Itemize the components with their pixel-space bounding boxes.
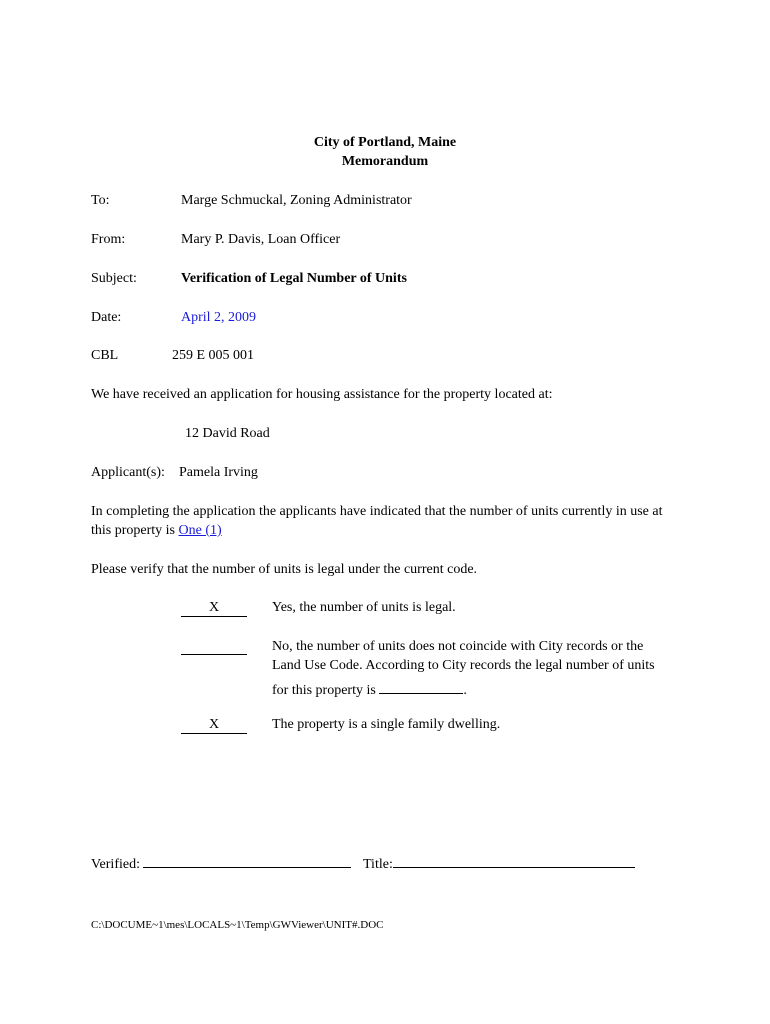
title-label: Title: [363, 857, 393, 872]
date-value: April 2, 2009 [181, 310, 257, 325]
verify-request: Please verify that the number of units is legal under the current code. [91, 562, 478, 577]
subject-value: Verification of Legal Number of Units [181, 271, 407, 286]
verified-signature-field[interactable] [143, 851, 351, 868]
title-field[interactable] [393, 851, 635, 868]
option-no-text-line1: No, the number of units does not coincide with City records or the [272, 639, 644, 654]
option-no-mark[interactable] [181, 638, 247, 661]
verified-label: Verified: [91, 857, 140, 872]
applicant-value: Pamela Irving [179, 465, 258, 480]
cbl-value: 259 E 005 001 [172, 348, 255, 363]
option-no-text-line2: Land Use Code. According to City records the legal number of units [272, 658, 655, 673]
legal-units-suffix: . [463, 683, 467, 698]
date-label: Date: [91, 310, 122, 325]
to-value: Marge Schmuckal, Zoning Administrator [181, 193, 412, 208]
option-single-family-text: The property is a single family dwelling. [272, 717, 501, 732]
option-yes-text: Yes, the number of units is legal. [272, 600, 456, 615]
memo-org-title: City of Portland, Maine [313, 135, 457, 150]
property-address: 12 David Road [185, 426, 270, 441]
memo-heading: Memorandum [341, 154, 429, 169]
units-paragraph-prefix: this property is [91, 523, 175, 538]
cbl-label: CBL [91, 348, 119, 363]
intro-text: We have received an application for housing assistance for the property located at: [91, 387, 553, 402]
units-count-link[interactable]: One (1) [178, 523, 222, 538]
title-row [363, 851, 635, 874]
option-single-family-mark[interactable]: X [181, 716, 247, 734]
units-paragraph-line2 [91, 522, 222, 540]
from-value: Mary P. Davis, Loan Officer [181, 232, 341, 247]
to-label: To: [91, 193, 110, 208]
verified-row [91, 851, 351, 874]
applicant-label: Applicant(s): [91, 465, 165, 480]
subject-label: Subject: [91, 271, 137, 286]
legal-units-blank[interactable] [379, 677, 463, 694]
units-paragraph-line1: In completing the application the applicants have indicated that the number of units currently in use at [91, 504, 663, 519]
file-path-footer: C:\DOCUME~1\mes\LOCALS~1\Temp\GWViewer\UNIT#.DOC [91, 919, 384, 931]
option-yes-mark[interactable]: X [181, 599, 247, 617]
legal-units-prefix: for this property is [272, 683, 376, 698]
option-no-text-line3 [272, 677, 467, 700]
from-label: From: [91, 232, 126, 247]
